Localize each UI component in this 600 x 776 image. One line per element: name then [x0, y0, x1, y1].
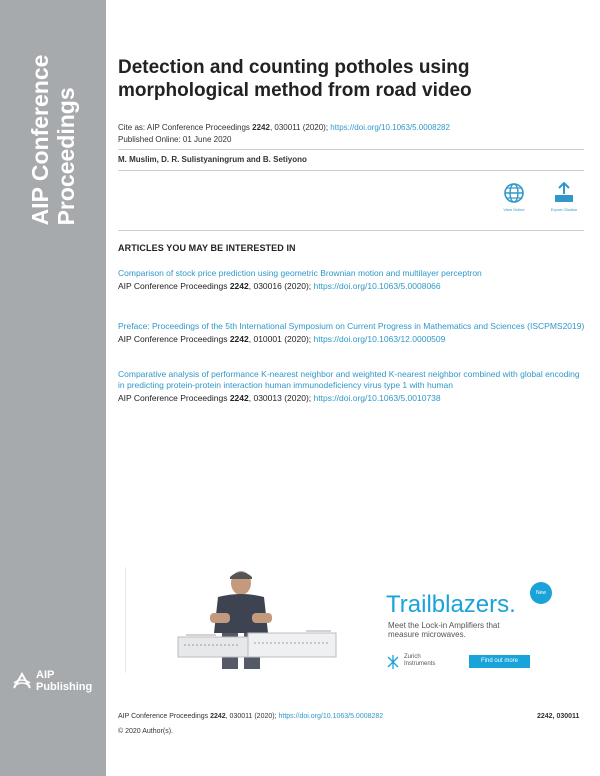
advertisement-banner[interactable] — [125, 567, 556, 673]
publisher-line2: Publishing — [36, 681, 93, 693]
journal-name: AIP Conference Proceedings — [27, 54, 79, 226]
related-article-citation: AIP Conference Proceedings 2242, 030016 (2020); https://doi.org/10.1063/5.0008066 — [118, 281, 441, 291]
related-articles-heading: ARTICLES YOU MAY BE INTERESTED IN — [118, 243, 296, 253]
article-title: Detection and counting potholes using morphological method from road video — [118, 57, 472, 101]
journal-sidebar — [0, 0, 106, 776]
footer-citation: AIP Conference Proceedings 2242, 030011 (2020); https://doi.org/10.1063/5.0008282 — [118, 713, 384, 720]
ad-headline: Trailblazers. — [386, 591, 516, 618]
related-article — [118, 369, 586, 404]
related-article-title[interactable]: Preface: Proceedings of the 5th International Symposium on Current Progress in Mathematics and Sciences (ISCPMS2019) — [118, 321, 585, 331]
find-out-more-button[interactable]: Find out more — [469, 655, 530, 668]
related-article-doi-link[interactable]: https://doi.org/10.1063/12.0000509 — [313, 334, 446, 344]
related-article-doi-link[interactable]: https://doi.org/10.1063/5.0008066 — [313, 281, 441, 291]
cite-as: Cite as: AIP Conference Proceedings 2242, 030011 (2020); https://doi.org/10.1063/5.0008282 — [118, 123, 450, 132]
globe-icon — [503, 182, 525, 204]
export-icon — [553, 182, 575, 204]
ad-subline-2: measure microwaves. — [388, 630, 466, 639]
view-online-button[interactable] — [497, 182, 531, 212]
aip-publishing-logo — [12, 668, 102, 700]
new-badge: New — [530, 582, 552, 604]
article-doi-link[interactable]: https://doi.org/10.1063/5.0008282 — [330, 123, 450, 132]
footer-page-ref: 2242, 030011 — [537, 713, 580, 720]
related-article-citation: AIP Conference Proceedings 2242, 030013 (2020); https://doi.org/10.1063/5.0010738 — [118, 393, 441, 403]
export-citation-button[interactable] — [547, 182, 581, 212]
copyright: © 2020 Author(s). — [118, 728, 173, 735]
brand-name: Zurich Instruments — [404, 654, 436, 667]
publisher-line1: AIP — [36, 669, 55, 681]
related-article — [118, 321, 586, 345]
authors: M. Muslim, D. R. Sulistyaningrum and B. Setiyono — [118, 155, 307, 164]
related-article — [118, 268, 586, 292]
divider — [118, 230, 584, 231]
divider — [118, 149, 584, 150]
published-online: Published Online: 01 June 2020 — [118, 135, 232, 144]
divider — [118, 170, 584, 171]
related-article-title[interactable]: Comparison of stock price prediction using geometric Brownian motion and multilayer perceptron — [118, 268, 482, 278]
related-article-title[interactable]: Comparative analysis of performance K-nearest neighbor and weighted K-nearest neighbor combined with global encoding in predicting protein-protein interaction human immunodeficiency virus type 1 with human — [118, 369, 580, 390]
aip-logo-icon — [12, 670, 32, 692]
view-online-label: View Online — [503, 207, 525, 212]
related-article-citation: AIP Conference Proceedings 2242, 010001 (2020); https://doi.org/10.1063/12.0000509 — [118, 334, 446, 344]
ad-subline-1: Meet the Lock-in Amplifiers that — [388, 621, 500, 630]
export-citation-label: Export Citation — [550, 207, 578, 212]
footer-doi-link[interactable]: https://doi.org/10.1063/5.0008282 — [278, 713, 384, 720]
related-article-doi-link[interactable]: https://doi.org/10.1063/5.0010738 — [313, 393, 441, 403]
